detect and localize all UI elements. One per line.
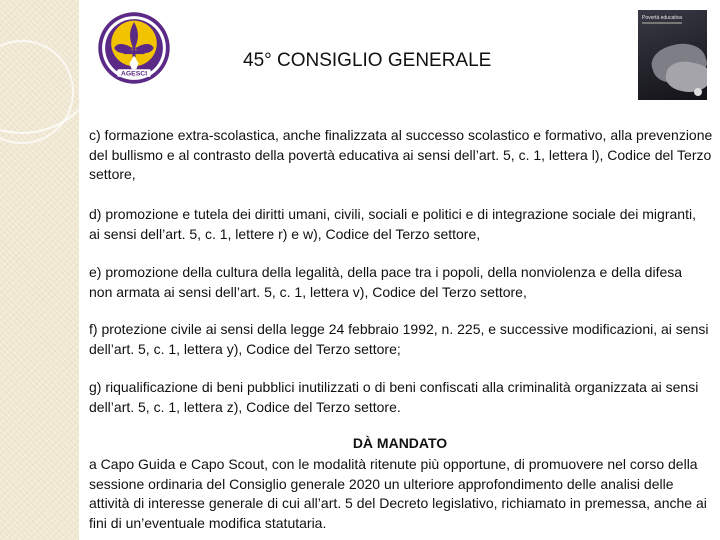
cover-publisher-mark [694, 88, 702, 96]
book-cover-image [638, 10, 707, 100]
agesci-logo [96, 10, 172, 86]
page-title: 45° CONSIGLIO GENERALE [243, 50, 492, 71]
paragraph-item-c: c) formazione extra-scolastica, anche finalizzata al successo scolastico e formativo, alla prevenzione del bullismo e al contrasto della povertà educativa ai sensi dell’art. 5, c. 1, lettera l), Codice del Terzo settore, [89, 127, 713, 182]
cover-title: Povertà educativa [642, 15, 683, 21]
logo-text: AGESCI [120, 70, 148, 78]
paragraph-item-e: e) promozione della cultura della legalità, della pace tra i popoli, della nonviolenza e della difesa non armata ai sensi dell’art. 5, c. 1, lettera v), Codice del Terzo settore, [89, 264, 683, 300]
paragraph-item-g: g) riqualificazione di beni pubblici inutilizzati o di beni confiscati alla criminalità organizzata ai sensi dell’art. 5, c. 1, lettera z), Codice del Terzo settore. [89, 379, 699, 415]
cover-subtitle-line [642, 22, 682, 24]
mandate-paragraph: a Capo Guida e Capo Scout, con le modalità ritenute più opportune, di promuovere nel corso della sessione ordinaria del Consiglio generale 2020 un ulteriore approfondimento delle analisi delle attività di interesse generale di cui all’art. 5 del Decreto legislativo, richiamato in premessa, anche ai fini di un’eventuale modifica statutaria. [89, 456, 707, 531]
decorative-side-band [0, 0, 79, 540]
paragraph-item-d: d) promozione e tutela dei diritti umani, civili, sociali e politici e di integrazione sociale dei migranti, ai sensi dell’art. 5, c. 1, lettere r) e w), Codice del Terzo settore, [89, 206, 696, 242]
mandate-heading: DÀ MANDATO [352, 435, 448, 451]
paragraph-item-f: f) protezione civile ai sensi della legge 24 febbraio 1992, n. 225, e successive modificazioni, ai sensi dell’art. 5, c. 1, lettera y), Codice del Terzo settore; [89, 321, 709, 357]
